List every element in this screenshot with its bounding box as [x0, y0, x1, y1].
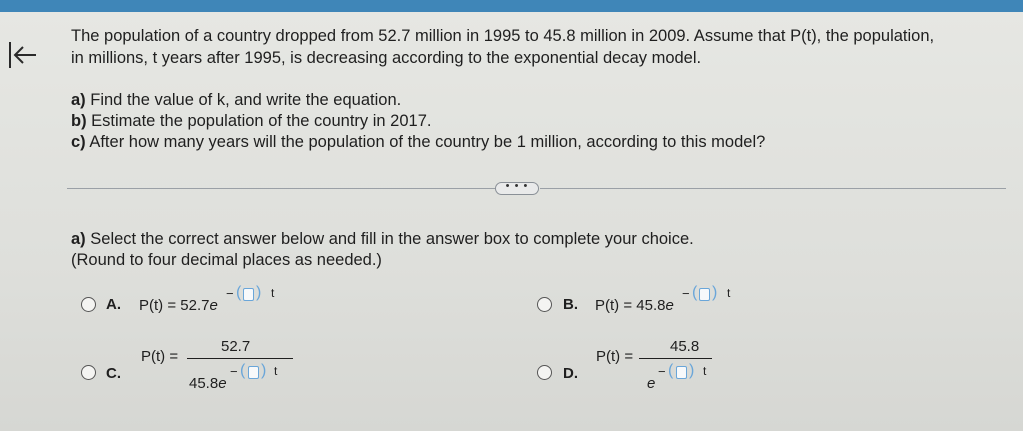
choice-d-fraction-bar — [639, 358, 712, 359]
choice-b-expression — [595, 297, 674, 314]
choice-c-radio[interactable] — [81, 365, 96, 380]
choice-a-answer-box[interactable] — [243, 288, 254, 301]
choice-d-lhs: P(t) = — [596, 348, 634, 365]
choice-a-minus: − — [226, 286, 234, 301]
choice-b-open-paren: ( — [692, 284, 698, 301]
section-divider-right — [540, 188, 1006, 189]
choice-b-lhs: P(t) = 45.8 — [595, 297, 666, 314]
rounding-note: (Round to four decimal places as needed.) — [71, 251, 382, 269]
choice-d-answer-box[interactable] — [676, 366, 687, 379]
choice-d-close-paren: ) — [689, 362, 695, 379]
choice-c-open-paren: ( — [240, 362, 246, 379]
part-b — [71, 110, 431, 132]
part-c-letter: c) — [71, 133, 86, 151]
answer-instruction — [71, 228, 694, 250]
choice-d-numerator: 45.8 — [670, 338, 700, 355]
choice-a-radio[interactable] — [81, 297, 96, 312]
choice-d-letter: D. — [563, 365, 578, 382]
question-text-line2: in millions, t years after 1995, is decreasing according to the exponential decay model. — [71, 49, 702, 67]
part-a — [71, 89, 401, 111]
choice-b-radio[interactable] — [537, 297, 552, 312]
choice-d-denominator — [647, 375, 655, 392]
choice-b-close-paren: ) — [712, 284, 718, 301]
back-arrow-icon[interactable] — [4, 38, 38, 74]
choice-c-answer-box[interactable] — [248, 366, 259, 379]
part-c-text: After how many years will the population of the country be 1 million, according to this model? — [85, 133, 766, 151]
choice-c-letter: C. — [106, 365, 121, 382]
choice-a-letter: A. — [106, 296, 121, 313]
choice-c-base: e — [218, 375, 227, 392]
part-a-text: Find the value of k, and write the equation. — [85, 91, 402, 109]
question-text-line1: The population of a country dropped from 52.7 million in 1995 to 45.8 million in 2009. Assume that P(t), the population, — [71, 27, 935, 45]
choice-a-lhs: P(t) = 52.7 — [139, 297, 210, 314]
choice-b-letter: B. — [563, 296, 578, 313]
choice-d-minus: − — [658, 364, 666, 379]
choice-c-var: t — [274, 364, 278, 378]
section-divider-left — [67, 188, 495, 189]
choice-c-den-coef: 45.8 — [189, 375, 219, 392]
part-a-letter: a) — [71, 91, 86, 109]
answer-instruction-text: Select the correct answer below and fill in the answer box to complete your choice. — [85, 230, 694, 248]
choice-b-base: e — [665, 297, 674, 314]
choice-c-close-paren: ) — [261, 362, 267, 379]
problem-panel — [0, 12, 1023, 431]
choice-a-var: t — [271, 286, 275, 300]
expand-more-button[interactable]: • • • — [495, 182, 539, 195]
choice-c-numerator: 52.7 — [221, 338, 251, 355]
choice-c-lhs: P(t) = — [141, 348, 179, 365]
choice-d-base: e — [647, 375, 656, 392]
choice-c-denominator — [189, 375, 227, 392]
answer-part-letter: a) — [71, 230, 86, 248]
choice-a-close-paren: ) — [256, 284, 262, 301]
part-c — [71, 131, 765, 153]
part-b-text: Estimate the population of the country in 2017. — [86, 112, 432, 130]
choice-d-var: t — [703, 364, 707, 378]
part-b-letter: b) — [71, 112, 87, 130]
choice-a-expression — [139, 297, 218, 314]
choice-a-base: e — [209, 297, 218, 314]
choice-d-radio[interactable] — [537, 365, 552, 380]
choice-b-minus: − — [682, 286, 690, 301]
choice-a-open-paren: ( — [236, 284, 242, 301]
choice-c-minus: − — [230, 364, 238, 379]
choice-b-var: t — [727, 286, 731, 300]
window-top-strip — [0, 0, 1023, 12]
choice-c-fraction-bar — [187, 358, 293, 359]
choice-d-open-paren: ( — [668, 362, 674, 379]
choice-b-answer-box[interactable] — [699, 288, 710, 301]
